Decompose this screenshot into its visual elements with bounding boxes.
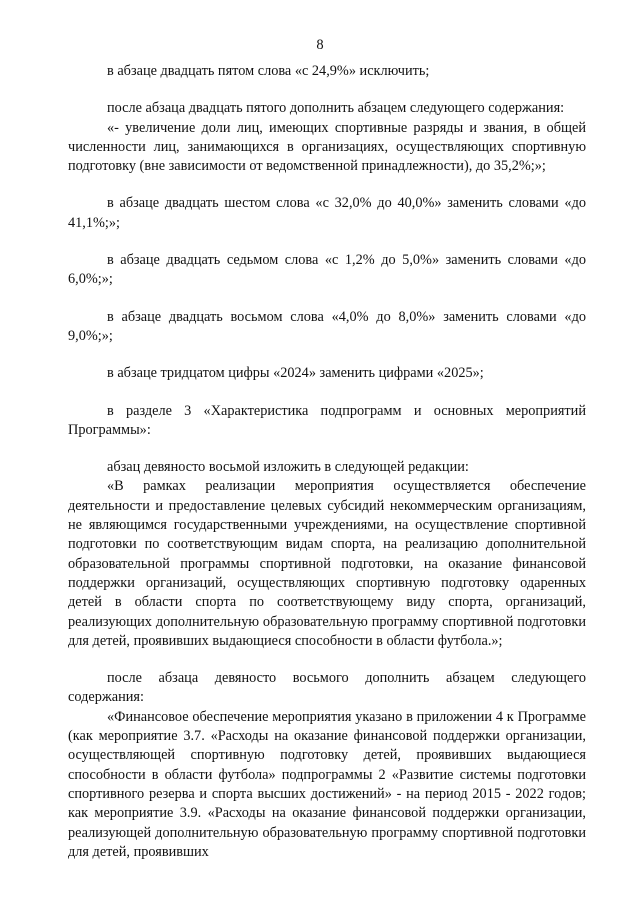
paragraph-6: в абзаце двадцать восьмом слова «4,0% до 8,0%» заменить словами «до 9,0%;»; — [68, 308, 586, 344]
paragraph-11: после абзаца девяносто восьмого дополнить абзацем следующего содержания: — [68, 670, 586, 706]
paragraph-9: абзац девяносто восьмой изложить в следующей редакции: — [107, 459, 469, 476]
paragraph-5: в абзаце двадцать седьмом слова «с 1,2% до 5,0%» заменить словами «до 6,0%;»; — [68, 252, 586, 288]
paragraph-7: в абзаце тридцатом цифры «2024» заменить цифрами «2025»; — [107, 365, 484, 382]
paragraph-10-quote: «В рамках реализации мероприятия осуществляется обеспечение деятельности и предоставление целевых субсидий некоммерческим организациям, не являющимся государственными учреждениями, на осуществление спортивной подготовки по соответствующим видам спорта, на реализацию дополнительной образовательной программы спортивной подготовки, на оказание финансовой поддержки организаций, осуществляющих спортивную подготовку одаренных детей в области спорта по соответствующему виду спорта, организаций, реализующих дополнительную образовательную программу спортивной подготовки для детей, проявивших выдающиеся способности в области футбола.»; — [68, 478, 586, 649]
paragraph-12-quote: «Финансовое обеспечение мероприятия указано в приложении 4 к Программе (как мероприятие 3.7. «Расходы на оказание финансовой поддержки организации, осуществляющей спортивную подготовку детей, проявивших выдающиеся способности в области футбола» подпрограммы 2 «Развитие системы подготовки спортивного резерва и спорта высших достижений» - на период 2015 - 2022 годов; как мероприятие 3.9. «Расходы на оказание финансовой поддержки организации, реализующей дополнительную образовательную программу спортивной подготовки для детей, проявивших — [68, 708, 586, 860]
document-body — [68, 62, 586, 862]
page-number: 8 — [316, 37, 324, 53]
paragraph-3-quote: «- увеличение доли лиц, имеющих спортивные разряды и звания, в общей численности лиц, занимающихся в организациях, осуществляющих спортивную подготовку (вне зависимости от ведомственной принадлежности), до 35,2%;»; — [68, 119, 586, 175]
paragraph-1: в абзаце двадцать пятом слова «с 24,9%» исключить; — [107, 63, 430, 79]
paragraph-4: в абзаце двадцать шестом слова «с 32,0% до 40,0%» заменить словами «до 41,1%;»; — [68, 195, 586, 231]
paragraph-2: после абзаца двадцать пятого дополнить абзацем следующего содержания: — [107, 100, 565, 117]
paragraph-8: в разделе 3 «Характеристика подпрограмм и основных мероприятий Программы»: — [68, 402, 586, 438]
